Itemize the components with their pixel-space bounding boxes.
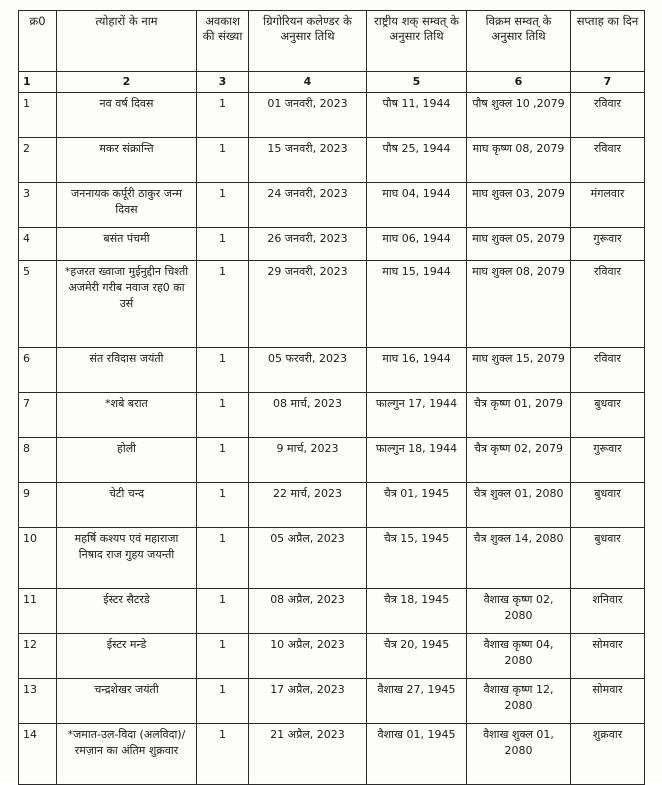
cell-holiday-count: 1 bbox=[197, 679, 249, 724]
cell-festival-name: ईस्टर सैटरडे bbox=[57, 589, 197, 634]
cell-weekday: सोमवार bbox=[571, 634, 645, 679]
cell-sn: 13 bbox=[19, 679, 57, 724]
cell-weekday: शुक्रवार bbox=[571, 724, 645, 785]
cell-sn: 14 bbox=[19, 724, 57, 785]
table-row bbox=[19, 183, 645, 228]
header-weekday: सप्ताह का दिन bbox=[571, 11, 645, 72]
cell-gregorian-date: 10 अप्रैल, 2023 bbox=[249, 634, 367, 679]
cell-gregorian-date: 26 जनवरी, 2023 bbox=[249, 228, 367, 261]
cell-weekday: सोमवार bbox=[571, 679, 645, 724]
cell-gregorian-date: 24 जनवरी, 2023 bbox=[249, 183, 367, 228]
cell-holiday-count: 1 bbox=[197, 634, 249, 679]
cell-holiday-count: 1 bbox=[197, 228, 249, 261]
cell-weekday: गुरूवार bbox=[571, 228, 645, 261]
cell-festival-name: मकर संक्रान्ति bbox=[57, 138, 197, 183]
column-number: 6 bbox=[467, 72, 571, 93]
cell-festival-name: संत रविदास जयंती bbox=[57, 348, 197, 393]
cell-vikram-date: चैत्र शुक्ल 14, 2080 bbox=[467, 528, 571, 589]
cell-gregorian-date: 08 अप्रैल, 2023 bbox=[249, 589, 367, 634]
header-gregorian-date: ग्रिगोरियन कलेण्डर के अनुसार तिथि bbox=[249, 11, 367, 72]
cell-weekday: शनिवार bbox=[571, 589, 645, 634]
cell-saka-date: पौष 25, 1944 bbox=[367, 138, 467, 183]
table-row bbox=[19, 261, 645, 348]
column-number: 4 bbox=[249, 72, 367, 93]
cell-sn: 9 bbox=[19, 483, 57, 528]
cell-gregorian-date: 9 मार्च, 2023 bbox=[249, 438, 367, 483]
table-header-row bbox=[19, 11, 645, 72]
cell-sn: 8 bbox=[19, 438, 57, 483]
cell-gregorian-date: 05 अप्रैल, 2023 bbox=[249, 528, 367, 589]
cell-sn: 11 bbox=[19, 589, 57, 634]
cell-sn: 6 bbox=[19, 348, 57, 393]
cell-gregorian-date: 05 फरवरी, 2023 bbox=[249, 348, 367, 393]
cell-weekday: गुरूवार bbox=[571, 438, 645, 483]
table-row bbox=[19, 438, 645, 483]
cell-holiday-count: 1 bbox=[197, 438, 249, 483]
cell-holiday-count: 1 bbox=[197, 138, 249, 183]
cell-vikram-date: चैत्र शुक्ल 01, 2080 bbox=[467, 483, 571, 528]
cell-weekday: बुधवार bbox=[571, 483, 645, 528]
cell-vikram-date: माघ शुक्ल 15, 2079 bbox=[467, 348, 571, 393]
cell-sn: 4 bbox=[19, 228, 57, 261]
cell-saka-date: पौष 11, 1944 bbox=[367, 93, 467, 138]
cell-gregorian-date: 08 मार्च, 2023 bbox=[249, 393, 367, 438]
cell-gregorian-date: 17 अप्रैल, 2023 bbox=[249, 679, 367, 724]
cell-sn: 3 bbox=[19, 183, 57, 228]
cell-vikram-date: माघ शुक्ल 05, 2079 bbox=[467, 228, 571, 261]
cell-saka-date: वैशाख 27, 1945 bbox=[367, 679, 467, 724]
table-row bbox=[19, 483, 645, 528]
column-number: 1 bbox=[19, 72, 57, 93]
column-number: 3 bbox=[197, 72, 249, 93]
column-number: 2 bbox=[57, 72, 197, 93]
table-row bbox=[19, 138, 645, 183]
cell-festival-name: चेटी चन्द bbox=[57, 483, 197, 528]
cell-sn: 5 bbox=[19, 261, 57, 348]
header-saka-date: राष्ट्रीय शक् सम्वत् के अनुसार तिथि bbox=[367, 11, 467, 72]
table-row bbox=[19, 348, 645, 393]
table-row bbox=[19, 228, 645, 261]
cell-holiday-count: 1 bbox=[197, 589, 249, 634]
cell-weekday: बुधवार bbox=[571, 528, 645, 589]
cell-saka-date: फाल्गुन 17, 1944 bbox=[367, 393, 467, 438]
cell-vikram-date: वैशाख कृष्ण 04, 2080 bbox=[467, 634, 571, 679]
cell-gregorian-date: 22 मार्च, 2023 bbox=[249, 483, 367, 528]
cell-weekday: रविवार bbox=[571, 261, 645, 348]
cell-sn: 7 bbox=[19, 393, 57, 438]
cell-vikram-date: चैत्र कृष्ण 01, 2079 bbox=[467, 393, 571, 438]
cell-gregorian-date: 01 जनवरी, 2023 bbox=[249, 93, 367, 138]
column-number: 7 bbox=[571, 72, 645, 93]
table-row bbox=[19, 634, 645, 679]
cell-holiday-count: 1 bbox=[197, 393, 249, 438]
holiday-table bbox=[18, 10, 645, 785]
cell-gregorian-date: 15 जनवरी, 2023 bbox=[249, 138, 367, 183]
cell-gregorian-date: 21 अप्रैल, 2023 bbox=[249, 724, 367, 785]
cell-weekday: मंगलवार bbox=[571, 183, 645, 228]
cell-holiday-count: 1 bbox=[197, 724, 249, 785]
cell-vikram-date: पौष शुक्ल 10 ,2079 bbox=[467, 93, 571, 138]
header-sn: क्र0 bbox=[19, 11, 57, 72]
cell-vikram-date: माघ शुक्ल 03, 2079 bbox=[467, 183, 571, 228]
header-festival-name: त्योहारों के नाम bbox=[57, 11, 197, 72]
cell-saka-date: फाल्गुन 18, 1944 bbox=[367, 438, 467, 483]
cell-weekday: बुधवार bbox=[571, 393, 645, 438]
column-number: 5 bbox=[367, 72, 467, 93]
cell-festival-name: नव वर्ष दिवस bbox=[57, 93, 197, 138]
cell-holiday-count: 1 bbox=[197, 348, 249, 393]
cell-saka-date: चैत्र 20, 1945 bbox=[367, 634, 467, 679]
table-row bbox=[19, 528, 645, 589]
cell-sn: 10 bbox=[19, 528, 57, 589]
cell-weekday: रविवार bbox=[571, 93, 645, 138]
cell-vikram-date: चैत्र कृष्ण 02, 2079 bbox=[467, 438, 571, 483]
cell-holiday-count: 1 bbox=[197, 528, 249, 589]
cell-festival-name: महर्षि कश्यप एवं महाराजा निषाद राज गुहय जयन्ती bbox=[57, 528, 197, 589]
cell-sn: 12 bbox=[19, 634, 57, 679]
cell-festival-name: जननायक कर्पूरी ठाकुर जन्म दिवस bbox=[57, 183, 197, 228]
table-row bbox=[19, 589, 645, 634]
cell-holiday-count: 1 bbox=[197, 93, 249, 138]
cell-festival-name: होली bbox=[57, 438, 197, 483]
table-row bbox=[19, 393, 645, 438]
column-number-row bbox=[19, 72, 645, 93]
cell-saka-date: चैत्र 01, 1945 bbox=[367, 483, 467, 528]
cell-saka-date: चैत्र 18, 1945 bbox=[367, 589, 467, 634]
cell-saka-date: माघ 15, 1944 bbox=[367, 261, 467, 348]
cell-vikram-date: वैशाख कृष्ण 12, 2080 bbox=[467, 679, 571, 724]
cell-festival-name: ईस्टर मन्डे bbox=[57, 634, 197, 679]
table-row bbox=[19, 93, 645, 138]
cell-gregorian-date: 29 जनवरी, 2023 bbox=[249, 261, 367, 348]
cell-weekday: रविवार bbox=[571, 138, 645, 183]
cell-holiday-count: 1 bbox=[197, 483, 249, 528]
table-row bbox=[19, 724, 645, 785]
cell-weekday: रविवार bbox=[571, 348, 645, 393]
cell-vikram-date: वैशाख कृष्ण 02, 2080 bbox=[467, 589, 571, 634]
cell-festival-name: *जमात-उल-विदा (अलविदा)/रमज़ान का अंतिम शुक्रवार bbox=[57, 724, 197, 785]
cell-saka-date: माघ 04, 1944 bbox=[367, 183, 467, 228]
cell-saka-date: चैत्र 15, 1945 bbox=[367, 528, 467, 589]
cell-vikram-date: वैशाख शुक्ल 01, 2080 bbox=[467, 724, 571, 785]
cell-sn: 2 bbox=[19, 138, 57, 183]
cell-holiday-count: 1 bbox=[197, 183, 249, 228]
cell-holiday-count: 1 bbox=[197, 261, 249, 348]
cell-festival-name: *शबे बरात bbox=[57, 393, 197, 438]
table-row bbox=[19, 679, 645, 724]
cell-saka-date: माघ 16, 1944 bbox=[367, 348, 467, 393]
cell-festival-name: चन्द्रशेखर जयंती bbox=[57, 679, 197, 724]
cell-saka-date: माघ 06, 1944 bbox=[367, 228, 467, 261]
cell-vikram-date: माघ शुक्ल 08, 2079 bbox=[467, 261, 571, 348]
cell-sn: 1 bbox=[19, 93, 57, 138]
header-holiday-count: अवकाश की संख्या bbox=[197, 11, 249, 72]
cell-saka-date: वैशाख 01, 1945 bbox=[367, 724, 467, 785]
cell-festival-name: *हजरत ख्वाजा मुईनुद्दीन चिश्ती अजमेरी गरीब नवाज रह0 का उर्स bbox=[57, 261, 197, 348]
header-vikram-date: विक्रम सम्वत् के अनुसार तिथि bbox=[467, 11, 571, 72]
cell-vikram-date: माघ कृष्ण 08, 2079 bbox=[467, 138, 571, 183]
cell-festival-name: बसंत पंचमी bbox=[57, 228, 197, 261]
